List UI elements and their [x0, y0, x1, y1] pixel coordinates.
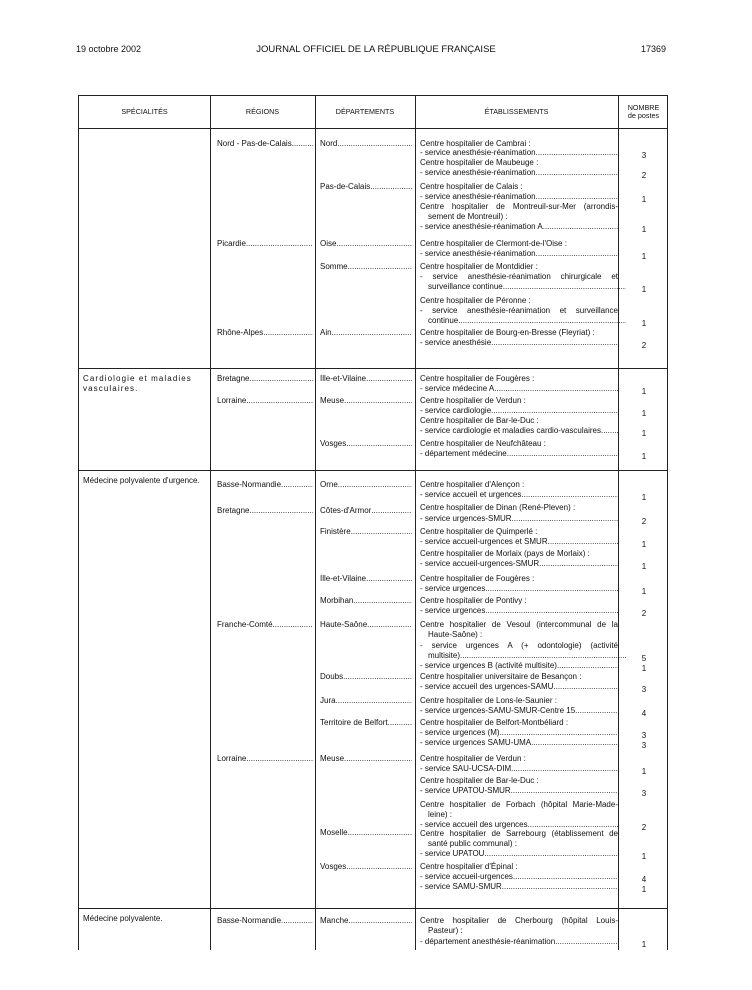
etablissement-line: - service urgences SAMU-UMA ..... — [420, 738, 618, 748]
nombre-postes: 1 — [641, 540, 647, 549]
header-rule — [79, 128, 667, 129]
header-date: 19 octobre 2002 — [76, 44, 142, 54]
nombre-postes: 1 — [641, 225, 647, 234]
specialite-label: Cardiologie et maladies vasculaires. — [83, 374, 192, 393]
etablissement-line: - service urgences B (activité multisite) ..... — [420, 661, 618, 671]
etablissement-line: - service urgences ..... — [420, 584, 618, 594]
etablissement-line: Centre hospitalier de Cherbourg (hôpital Louis- — [420, 916, 618, 925]
nombre-postes: 1 — [641, 587, 647, 596]
etablissement-line: Centre hospitalier universitaire de Besançon : — [420, 672, 582, 681]
region-label: Lorraine ..... — [217, 754, 313, 764]
etablissement-line: - service UPATOU-SMUR ..... — [420, 786, 618, 796]
nombre-postes: 4 — [641, 875, 647, 884]
etablissement-line: - département anesthésie-réanimation ..... — [420, 937, 618, 947]
nombre-postes: 1 — [641, 493, 647, 502]
departement-label: Oise ..... — [320, 239, 412, 249]
nombre-postes: 1 — [641, 767, 647, 776]
col-divider — [210, 96, 211, 950]
etablissement-line: - service anesthésie-réanimation ..... — [420, 168, 618, 178]
etablissement-line: - service anesthésie ..... — [420, 338, 618, 348]
region-label: Basse-Normandie ..... — [217, 916, 313, 926]
nombre-postes: 1 — [641, 319, 647, 328]
nombre-postes: 2 — [641, 171, 647, 180]
etablissement-line: Centre hospitalier de Forbach (hôpital Marie-Made- — [420, 800, 618, 809]
etablissement-line: - service urgences (M) ..... — [420, 728, 618, 738]
etablissement-line: Centre hospitalier de Fougères : — [420, 574, 535, 583]
etablissement-line: Haute-Saône) : — [428, 630, 483, 639]
nombre-postes: 3 — [641, 685, 647, 694]
nombre-postes: 1 — [641, 885, 647, 894]
section-rule — [79, 368, 667, 369]
etablissement-line: - service accueil des urgences-SAMU ..... — [420, 682, 618, 692]
region-label: Bretagne ..... — [217, 374, 313, 384]
departement-label: Morbihan ..... — [320, 596, 412, 606]
etablissement-line: Centre hospitalier de Vesoul (intercommunal de la — [420, 620, 618, 629]
departement-label: Jura ..... — [320, 696, 412, 706]
nombre-postes: 3 — [641, 741, 647, 750]
etablissement-line: - service cardiologie et maladies cardio-vasculaires ..... — [420, 426, 618, 436]
nombre-postes: 2 — [641, 823, 647, 832]
etablissement-line: Centre hospitalier de Bourg-en-Bresse (Fleyriat) : — [420, 328, 595, 337]
etablissement-line: Centre hospitalier de Quimperlé : — [420, 527, 538, 536]
postes-table — [78, 95, 668, 950]
nombre-postes: 2 — [641, 341, 647, 350]
etablissement-line: - service anesthésie-réanimation ..... — [420, 192, 618, 202]
nombre-postes: 5 — [641, 654, 647, 663]
etablissement-line: - service accueil et urgences ..... — [420, 490, 618, 500]
nombre-postes: 1 — [641, 387, 647, 396]
col-head-specialites: SPÉCIALITÉS — [121, 107, 168, 116]
departement-label: Ille-et-Vilaine ..... — [320, 574, 412, 584]
specialite-label: Médecine polyvalente. — [83, 914, 163, 923]
region-label: Nord - Pas-de-Calais ..... — [217, 139, 313, 149]
etablissement-line: - service accueil des urgences ..... — [420, 820, 618, 830]
etablissement-line: - service médecine A ..... — [420, 384, 618, 394]
nombre-postes: 1 — [641, 429, 647, 438]
etablissement-line: - service UPATOU ..... — [420, 849, 618, 859]
etablissement-line: - service anesthésie-réanimation ..... — [420, 249, 618, 259]
departement-label: Ain ..... — [320, 328, 412, 338]
nombre-postes: 1 — [641, 940, 647, 949]
region-label: Bretagne ..... — [217, 506, 313, 516]
region-label: Basse-Normandie ..... — [217, 480, 313, 490]
departement-label: Vosges ..... — [320, 862, 412, 872]
etablissement-line: Centre hospitalier de Dinan (René-Pleven) : — [420, 503, 576, 512]
etablissement-line: Centre hospitalier de Péronne : — [420, 296, 531, 305]
departement-label: Meuse ..... — [320, 754, 412, 764]
etablissement-line: Centre hospitalier d'Alençon : — [420, 480, 525, 489]
departement-label: Territoire de Belfort ..... — [320, 718, 412, 728]
etablissement-line: Centre hospitalier de Fougères : — [420, 374, 535, 383]
etablissement-line: sement de Montreuil) : — [428, 212, 508, 221]
etablissement-line: Centre hospitalier de Morlaix (pays de Morlaix) : — [420, 549, 590, 558]
nombre-postes: 3 — [641, 731, 647, 740]
page-number: 17369 — [640, 44, 666, 54]
departement-label: Orne ..... — [320, 480, 412, 490]
etablissement-line: Centre hospitalier de Cambrai : — [420, 139, 531, 148]
etablissement-line: continue ..... — [428, 316, 626, 326]
etablissement-line: Centre hospitalier de Montdidier : — [420, 262, 538, 271]
etablissement-line: Centre hospitalier de Sarrebourg (établissement de — [420, 829, 618, 838]
nombre-postes: 2 — [641, 609, 647, 618]
etablissement-line: Pasteur) : — [428, 926, 463, 935]
etablissement-line: - service accueil-urgences ..... — [420, 872, 618, 882]
etablissement-line: Centre hospitalier de Bar-le-Duc : — [420, 416, 539, 425]
etablissement-line: Centre hospitalier d'Épinal : — [420, 862, 518, 871]
etablissement-line: - service anesthésie-réanimation ..... — [420, 148, 618, 158]
nombre-postes: 1 — [641, 409, 647, 418]
departement-label: Somme ..... — [320, 262, 412, 272]
col-divider — [415, 96, 416, 950]
col-head-etablissements: ÉTABLISSEMENTS — [484, 107, 549, 116]
region-label: Franche-Comté ..... — [217, 620, 313, 630]
nombre-postes: 1 — [641, 562, 647, 571]
nombre-postes: 3 — [641, 151, 647, 160]
etablissement-line: surveillance continue ..... — [428, 282, 626, 292]
etablissement-line: - service anesthésie-réanimation A ..... — [420, 222, 618, 232]
etablissement-line: Centre hospitalier de Maubeuge : — [420, 158, 539, 167]
etablissement-line: Centre hospitalier de Lons-le-Saunier : — [420, 696, 557, 705]
departement-label: Moselle ..... — [320, 828, 412, 838]
region-label: Picardie ..... — [217, 239, 313, 249]
col-head-nombre-label: NOMBRE — [627, 103, 660, 112]
etablissement-line: leine) : — [428, 810, 453, 819]
region-label: Rhône-Alpes ..... — [217, 328, 313, 338]
etablissement-line: - service urgences ..... — [420, 606, 618, 616]
etablissement-line: - service anesthésie-réanimation chirurgicale et — [420, 272, 618, 281]
etablissement-line: - service cardiologie ..... — [420, 406, 618, 416]
col-head-departements: DÉPARTEMENTS — [335, 107, 395, 116]
section-rule — [79, 470, 667, 471]
nombre-postes: 1 — [641, 452, 647, 461]
nombre-postes: 1 — [641, 664, 647, 673]
etablissement-line: - service urgences A (+ odontologie) (activité — [420, 641, 618, 650]
section-rule — [79, 908, 667, 909]
departement-label: Côtes-d'Armor ..... — [320, 506, 412, 516]
nombre-postes: 2 — [641, 517, 647, 526]
nombre-postes: 3 — [641, 789, 647, 798]
departement-label: Nord ..... — [320, 139, 412, 149]
col-head-nombre — [618, 96, 669, 128]
nombre-postes: 1 — [641, 852, 647, 861]
etablissement-line: - service accueil-urgences-SMUR ..... — [420, 559, 618, 569]
etablissement-line: Centre hospitalier de Calais : — [420, 182, 523, 191]
etablissement-line: Centre hospitalier de Verdun : — [420, 396, 526, 405]
etablissement-line: - service SAMU-SMUR ..... — [420, 882, 618, 892]
departement-label: Manche ..... — [320, 916, 412, 926]
etablissement-line: - service SAU-UCSA-DIM ..... — [420, 764, 618, 774]
etablissement-line: - service urgences-SMUR ..... — [420, 514, 618, 524]
departement-label: Finistère ..... — [320, 527, 412, 537]
specialite-label: Médecine polyvalente d'urgence. — [83, 476, 200, 485]
etablissement-line: - service accueil-urgences et SMUR ..... — [420, 537, 618, 547]
etablissement-line: Centre hospitalier de Montreuil-sur-Mer (arrondis- — [420, 202, 618, 211]
etablissement-line: Centre hospitalier de Neufchâteau : — [420, 439, 546, 448]
nombre-postes: 1 — [641, 195, 647, 204]
col-head-regions: RÉGIONS — [245, 107, 280, 116]
departement-label: Doubs ..... — [320, 672, 412, 682]
etablissement-line: - service urgences-SAMU-SMUR-Centre 15 ..... — [420, 706, 618, 716]
col-head-nombre-sub: de postes — [627, 111, 660, 120]
departement-label: Ille-et-Vilaine ..... — [320, 374, 412, 384]
etablissement-line: Centre hospitalier de Bar-le-Duc : — [420, 776, 539, 785]
etablissement-line: Centre hospitalier de Clermont-de-l'Oise : — [420, 239, 567, 248]
region-label: Lorraine ..... — [217, 396, 313, 406]
etablissement-line: santé public communal) : — [428, 839, 517, 848]
departement-label: Haute-Saône ..... — [320, 620, 412, 630]
etablissement-line: multisite) ..... — [428, 651, 626, 661]
etablissement-line: - département médecine ..... — [420, 449, 618, 459]
etablissement-line: Centre hospitalier de Belfort-Montbéliard : — [420, 718, 569, 727]
nombre-postes: 4 — [641, 709, 647, 718]
departement-label: Meuse ..... — [320, 396, 412, 406]
col-divider — [315, 96, 316, 950]
nombre-postes: 1 — [641, 285, 647, 294]
nombre-postes: 1 — [641, 252, 647, 261]
etablissement-line: Centre hospitalier de Verdun : — [420, 754, 526, 763]
etablissement-line: - service anesthésie-réanimation et surveillance — [420, 306, 618, 315]
etablissement-line: Centre hospitalier de Pontivy : — [420, 596, 527, 605]
departement-label: Vosges ..... — [320, 439, 412, 449]
journal-title: JOURNAL OFFICIEL DE LA RÉPUBLIQUE FRANÇAISE — [256, 44, 496, 55]
departement-label: Pas-de-Calais ..... — [320, 182, 412, 192]
